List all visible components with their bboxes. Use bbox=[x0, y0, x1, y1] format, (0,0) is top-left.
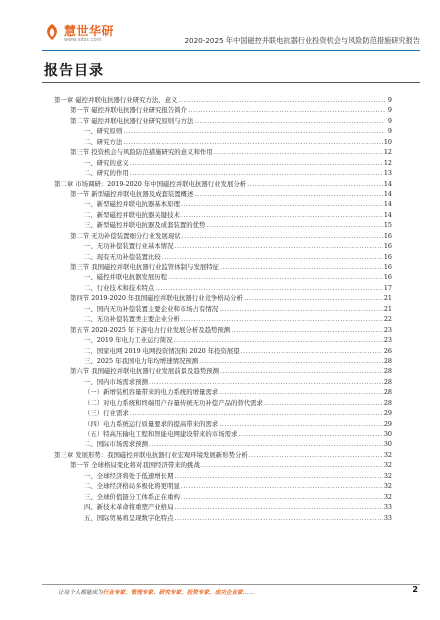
toc-entry-title: 二、研究的作用 bbox=[84, 169, 129, 178]
toc-dot-leader bbox=[247, 179, 383, 189]
toc-entry-title: 四、新技术革命将重塑产业格局 bbox=[84, 503, 174, 512]
toc-entry[interactable] bbox=[54, 325, 392, 335]
toc-dot-leader bbox=[264, 398, 383, 408]
toc-entry[interactable] bbox=[54, 304, 392, 314]
page-number: 2 bbox=[412, 585, 418, 594]
toc-entry-title: 第一节 新型磁控并联电抗器及成套装置概述 bbox=[70, 189, 194, 198]
toc-entry-page: 23 bbox=[383, 325, 392, 334]
toc-dot-leader bbox=[188, 105, 385, 115]
toc-entry-page: 29 bbox=[383, 409, 392, 418]
footer-highlight: 管理专家 bbox=[130, 590, 154, 596]
toc-dot-leader bbox=[130, 158, 383, 168]
toc-entry-title: 第二章 市场调研：2019-2020 年中国磁控并联电抗器行业发展分析 bbox=[54, 179, 247, 188]
toc-entry-title: 二、新型磁控并联电抗器关键技术 bbox=[84, 210, 180, 219]
toc-entry-title: 第三节 我国磁控并联电抗器行业监管体制与发展特征 bbox=[70, 263, 220, 271]
toc-entry-page: 14 bbox=[383, 189, 392, 198]
toc-dot-leader bbox=[220, 262, 383, 272]
toc-entry[interactable] bbox=[54, 137, 392, 147]
toc-dot-leader bbox=[162, 252, 383, 262]
toc-entry-title: 第二节 无功补偿装置细分行业发展现状 bbox=[70, 231, 181, 240]
toc-dot-leader bbox=[123, 137, 383, 147]
footer-separator: 、 bbox=[153, 590, 159, 596]
toc-entry[interactable] bbox=[54, 366, 392, 376]
toc-dot-leader bbox=[219, 387, 383, 397]
toc-entry-page: 16 bbox=[383, 273, 392, 282]
toc-entry-page: 28 bbox=[383, 367, 392, 376]
toc-dot-leader bbox=[241, 346, 383, 356]
toc-dot-leader bbox=[214, 147, 383, 157]
toc-entry-title: 一、磁控并联电抗器发展历程 bbox=[84, 273, 168, 282]
toc-entry-page: 22 bbox=[383, 315, 392, 324]
toc-entry-title: 第六节 我国磁控并联电抗器行业发展前景及趋势预测 bbox=[70, 367, 220, 376]
toc-entry-title: 第五节 2020-2025 年下游电力行业发展分析及趋势预测 bbox=[70, 325, 231, 334]
toc-dot-leader bbox=[219, 419, 383, 429]
toc-entry-page: 30 bbox=[383, 430, 392, 438]
toc-entry-page: 23 bbox=[383, 336, 392, 345]
footer-highlight: 研究专家 bbox=[158, 590, 182, 596]
toc-dot-leader bbox=[219, 304, 383, 314]
footer-separator: 、 bbox=[181, 590, 187, 596]
toc-entry-title: 一、国内市场需求预测 bbox=[84, 377, 148, 386]
toc-entry-page: 28 bbox=[383, 356, 392, 365]
toc-entry-title: （四）电力系统运行质量要求的提高带来的需求 bbox=[84, 419, 219, 428]
toc-entry[interactable] bbox=[54, 95, 392, 105]
toc-entry-title: 第一节 全球格局变化将对我国经济带来的挑战 bbox=[70, 461, 200, 470]
toc-entry-page: 16 bbox=[383, 263, 392, 271]
toc-entry-page: 14 bbox=[383, 179, 392, 188]
toc-entry[interactable] bbox=[54, 220, 392, 230]
toc-entry-page: 21 bbox=[383, 294, 392, 303]
toc-dot-leader bbox=[149, 377, 383, 387]
toc-entry[interactable] bbox=[54, 492, 392, 502]
toc-dot-leader bbox=[194, 116, 385, 126]
toc-entry[interactable] bbox=[54, 513, 392, 523]
toc-entry-page: 14 bbox=[383, 210, 392, 219]
toc-entry-page: 15 bbox=[383, 221, 392, 230]
toc-entry[interactable] bbox=[54, 481, 392, 491]
footer-slogan-suffix: …… bbox=[242, 590, 254, 596]
toc-entry-title: 一、研究原则 bbox=[84, 127, 123, 136]
toc-entry[interactable] bbox=[54, 398, 392, 408]
toc-dot-leader bbox=[123, 126, 385, 136]
toc-dot-leader bbox=[130, 408, 383, 418]
toc-dot-leader bbox=[174, 241, 382, 251]
toc-entry-title: （五）特高压输电工程和智能电网建设带来的市场需求 bbox=[84, 430, 238, 438]
toc-entry[interactable] bbox=[54, 272, 392, 282]
toc-entry-title: 三、全球价值链分工体系正在重构 bbox=[84, 492, 180, 501]
toc-entry-page: 26 bbox=[383, 346, 392, 355]
footer-divider bbox=[42, 584, 420, 585]
page-header bbox=[0, 0, 440, 54]
toc-dot-leader bbox=[181, 481, 383, 491]
toc-entry[interactable] bbox=[54, 283, 392, 293]
toc-entry-title: 五、国际贸易将呈现数字化特点 bbox=[84, 513, 174, 522]
toc-entry[interactable] bbox=[54, 314, 392, 324]
toc-entry-page: 33 bbox=[383, 513, 392, 522]
toc-entry[interactable] bbox=[54, 335, 392, 345]
toc-entry[interactable] bbox=[54, 147, 392, 157]
toc-entry-page: 33 bbox=[383, 503, 392, 512]
table-of-contents bbox=[54, 95, 392, 523]
toc-entry[interactable] bbox=[54, 450, 392, 460]
toc-entry[interactable] bbox=[54, 387, 392, 397]
toc-entry-page: 32 bbox=[383, 471, 392, 480]
toc-entry[interactable] bbox=[54, 168, 392, 178]
toc-entry-title: 二、现有无功补偿装置比较 bbox=[84, 252, 161, 261]
toc-entry-title: 三、2025 年我国电力年均增速情况预测 bbox=[84, 356, 199, 365]
toc-entry-title: 第四节 2019-2020 年我国磁控并联电抗器行业竞争格局分析 bbox=[70, 294, 243, 303]
toc-entry[interactable] bbox=[54, 346, 392, 356]
toc-entry[interactable] bbox=[54, 158, 392, 168]
toc-entry[interactable] bbox=[54, 356, 392, 366]
toc-dot-leader bbox=[238, 429, 382, 439]
footer-slogan-prefix: 让每个人都能成为 bbox=[58, 590, 103, 596]
toc-entry-page: 29 bbox=[383, 419, 392, 428]
toc-entry-title: 二、研究方法 bbox=[84, 137, 123, 146]
toc-entry-page: 16 bbox=[383, 252, 392, 261]
toc-dot-leader bbox=[206, 220, 382, 230]
toc-entry-page: 9 bbox=[387, 127, 392, 136]
toc-entry-title: 二、国家电网 2019 电网投资情况和 2020 年投资展望 bbox=[84, 346, 240, 355]
toc-heading: 报告目录 bbox=[44, 63, 104, 79]
toc-dot-leader bbox=[155, 283, 383, 293]
header-divider bbox=[42, 50, 420, 51]
toc-entry-page: 10 bbox=[383, 137, 392, 146]
toc-dot-leader bbox=[181, 210, 383, 220]
toc-entry-page: 21 bbox=[383, 304, 392, 313]
toc-dot-leader bbox=[181, 199, 383, 209]
toc-entry-title: 一、国内无功补偿装置主要企业和市场占有情况 bbox=[84, 304, 219, 313]
toc-entry-page: 32 bbox=[383, 450, 392, 459]
toc-entry[interactable] bbox=[54, 419, 392, 429]
document-title: 2020-2025 年中国磁控并联电抗器行业投资机会与风险防范措施研究报告 bbox=[184, 36, 420, 45]
toc-entry[interactable] bbox=[54, 210, 392, 220]
toc-entry[interactable] bbox=[54, 179, 392, 189]
toc-entry-title: 三、新型磁控并联电抗器及成套装置的优势 bbox=[84, 221, 206, 230]
toc-entry-title: 第三章 发展形势：我国磁控并联电抗器行业宏观环境发展新形势分析 bbox=[54, 450, 248, 459]
toc-entry-page: 12 bbox=[383, 148, 392, 157]
toc-dot-leader bbox=[174, 471, 382, 481]
toc-entry-title: 二、国际市场需求预测 bbox=[84, 440, 148, 449]
toc-entry-page: 32 bbox=[383, 492, 392, 501]
toc-entry-title: 第一节 磁控并联电抗器行业研究报告简介 bbox=[70, 106, 188, 115]
toc-entry-page: 17 bbox=[383, 283, 392, 292]
toc-entry[interactable] bbox=[54, 116, 392, 126]
toc-entry-title: 一、2019 年电力工业运行简况 bbox=[84, 336, 173, 345]
toc-entry-page: 9 bbox=[387, 96, 392, 104]
toc-entry[interactable] bbox=[54, 293, 392, 303]
toc-entry[interactable] bbox=[54, 105, 392, 115]
toc-entry[interactable] bbox=[54, 189, 392, 199]
toc-dot-leader bbox=[130, 168, 383, 178]
toc-entry-title: （二）对电力系统和终端用户存量传统无功补偿产品的替代需求 bbox=[84, 398, 263, 407]
toc-entry-title: 第一章 磁控并联电抗器行业研究方法、意义 bbox=[54, 96, 178, 104]
toc-dot-leader bbox=[249, 450, 383, 460]
footer-highlight: 行业专家 bbox=[102, 590, 126, 596]
toc-entry-page: 28 bbox=[383, 388, 392, 397]
footer-highlight: 成功企业家 bbox=[214, 590, 243, 596]
logo-mark-icon bbox=[42, 22, 62, 42]
toc-entry-page: 16 bbox=[383, 231, 392, 240]
toc-entry-page: 14 bbox=[383, 200, 392, 209]
toc-entry[interactable] bbox=[54, 231, 392, 241]
toc-dot-leader bbox=[174, 502, 382, 512]
toc-entry-page: 28 bbox=[383, 398, 392, 407]
logo-text: 慧世华研 bbox=[64, 24, 115, 38]
logo-url: www.vdoc.com bbox=[64, 37, 102, 43]
toc-dot-leader bbox=[194, 189, 382, 199]
toc-entry-title: 二、行业技术和技术特点 bbox=[84, 283, 155, 292]
toc-entry-page: 16 bbox=[383, 242, 392, 251]
footer-separator: 、 bbox=[209, 590, 215, 596]
footer-separator: 、 bbox=[125, 590, 131, 596]
toc-entry[interactable] bbox=[54, 408, 392, 418]
toc-entry-title: 一、新型磁控并联电抗器基本原理 bbox=[84, 200, 180, 209]
toc-entry[interactable] bbox=[54, 126, 392, 136]
toc-entry-title: （一）新增装机容量带来的电力系统的增量需求 bbox=[84, 388, 219, 397]
toc-entry-title: 一、全球经济将处于低速增长期 bbox=[84, 471, 174, 480]
toc-entry[interactable] bbox=[54, 471, 392, 481]
toc-entry-title: 二、全球经济格局多极化将更明显 bbox=[84, 482, 180, 491]
toc-dot-leader bbox=[178, 95, 385, 105]
toc-entry-page: 28 bbox=[383, 377, 392, 386]
toc-entry-title: 一、研究的意义 bbox=[84, 158, 129, 167]
toc-dot-leader bbox=[168, 272, 383, 282]
toc-entry-title: （三）行业需求 bbox=[84, 409, 129, 418]
toc-entry-page: 30 bbox=[383, 440, 392, 449]
toc-dot-leader bbox=[182, 231, 383, 241]
toc-dot-leader bbox=[244, 293, 383, 303]
toc-entry-page: 9 bbox=[387, 116, 392, 125]
footer-slogan bbox=[58, 588, 254, 596]
toc-entry-page: 13 bbox=[383, 169, 392, 178]
toc-dot-leader bbox=[220, 366, 383, 376]
heading-divider bbox=[42, 82, 420, 83]
toc-dot-leader bbox=[174, 335, 383, 345]
toc-entry[interactable] bbox=[54, 241, 392, 251]
toc-entry-page: 32 bbox=[383, 461, 392, 470]
toc-entry[interactable] bbox=[54, 199, 392, 209]
toc-dot-leader bbox=[201, 460, 383, 470]
toc-entry-page: 12 bbox=[383, 158, 392, 167]
toc-dot-leader bbox=[199, 356, 383, 366]
toc-entry-title: 二、无功补偿装置类主要企业分析 bbox=[84, 315, 180, 324]
toc-entry-page: 32 bbox=[383, 482, 392, 491]
toc-entry[interactable] bbox=[54, 429, 392, 439]
toc-entry[interactable] bbox=[54, 439, 392, 449]
toc-entry[interactable] bbox=[54, 377, 392, 387]
toc-entry-title: 第三节 投资机会与风险防范措施研究的意义和作用 bbox=[70, 148, 213, 157]
toc-entry[interactable] bbox=[54, 460, 392, 470]
toc-dot-leader bbox=[181, 492, 383, 502]
toc-entry[interactable] bbox=[54, 252, 392, 262]
toc-dot-leader bbox=[174, 513, 382, 523]
toc-entry[interactable] bbox=[54, 262, 392, 272]
footer-highlight: 投资专家 bbox=[186, 590, 210, 596]
toc-entry[interactable] bbox=[54, 502, 392, 512]
toc-entry-title: 一、无功补偿装置行业基本情况 bbox=[84, 242, 174, 251]
toc-dot-leader bbox=[231, 325, 383, 335]
toc-entry-title: 第二节 磁控并联电抗器行业研究原则与方法 bbox=[70, 116, 194, 125]
logo bbox=[42, 20, 122, 46]
toc-dot-leader bbox=[149, 439, 383, 449]
toc-entry-page: 9 bbox=[387, 106, 392, 115]
toc-dot-leader bbox=[181, 314, 383, 324]
